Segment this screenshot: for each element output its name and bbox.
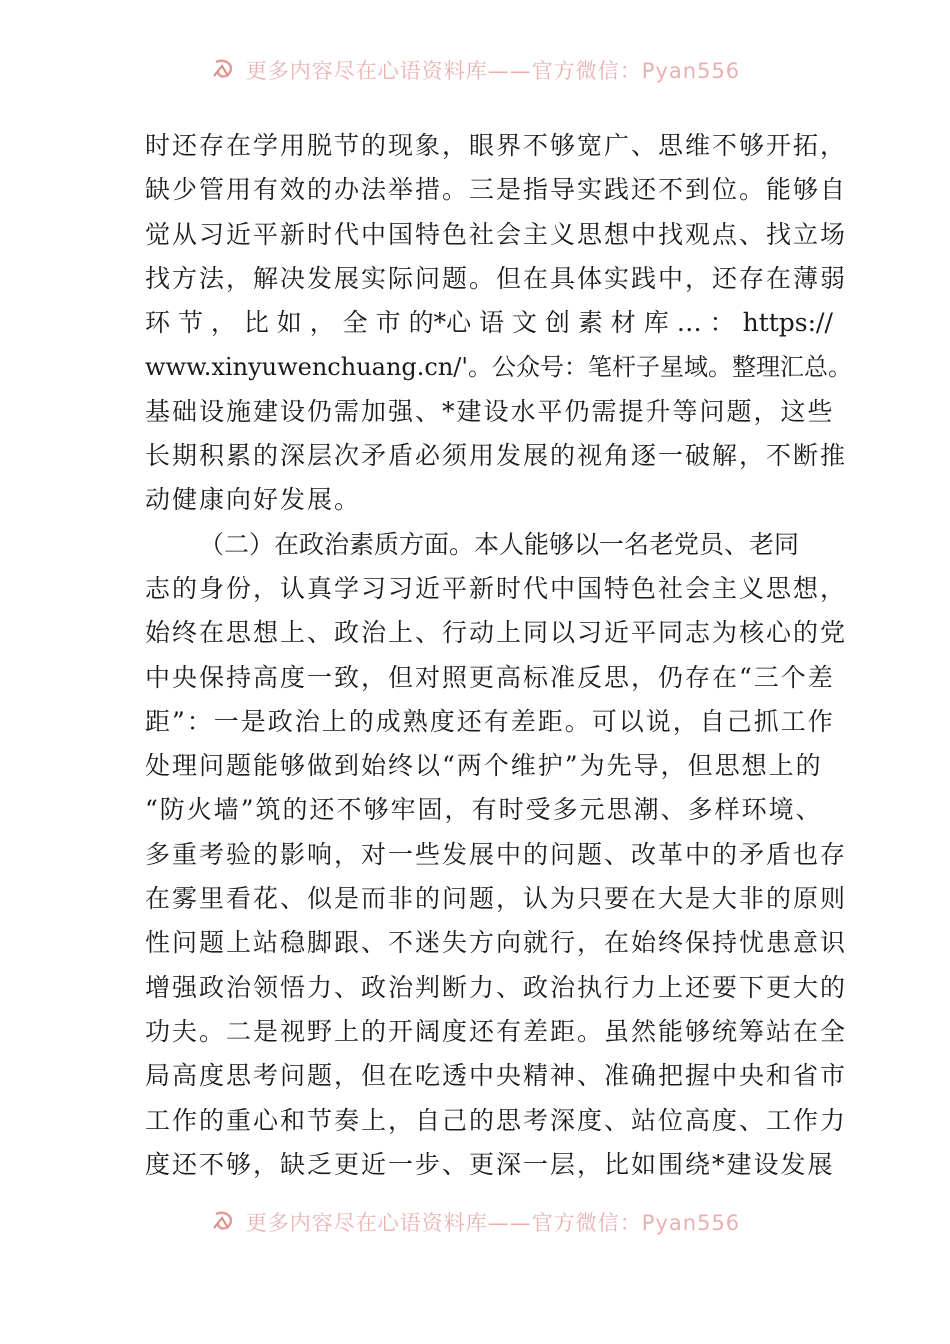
text-line: 工作的重心和节奏上，自己的思考深度、站位高度、工作力 (145, 1105, 848, 1135)
text-line: 志的身份，认真学习习近平新时代中国特色社会主义思想， (145, 573, 848, 603)
text-line-with-link: 环 节 ， 比 如 ， 全 市 的*心 语 文 创 素 材 库 … ： https:// (145, 308, 833, 338)
header-watermark-text: 更多内容尽在心语资料库——官方微信：Pyan556 (245, 59, 741, 83)
text-line: 局高度思考问题，但在吃透中央精神、准确把握中央和省市 (145, 1061, 848, 1091)
text-line: 距”：一是政治上的成熟度还有差距。可以说，自己抓工作 (145, 706, 835, 736)
text-line: “防火墙”筑的还不够牢固，有时受多元思潮、多样环境、 (145, 795, 823, 825)
footer-watermark-text: 更多内容尽在心语资料库——官方微信：Pyan556 (245, 1211, 741, 1235)
document-body (145, 124, 852, 1187)
text-line: 长期积累的深层次矛盾必须用发展的视角逐一破解，不断推 (145, 441, 848, 471)
text-line: 增强政治领悟力、政治判断力、政治执行力上还要下更大的 (145, 972, 848, 1002)
text-line: 处理问题能够做到始终以“两个维护”为先导，但思想上的 (145, 751, 823, 781)
logo-icon (210, 1208, 238, 1236)
text-line: 时还存在学用脱节的现象，眼界不够宽广、思维不够开拓， (145, 131, 848, 160)
text-line: 动健康向好发展。 (145, 485, 362, 515)
text-line: 找方法，解决发展实际问题。但在具体实践中，还存在薄弱 (145, 263, 848, 293)
text-line: 基础设施建设仍需加强、*建设水平仍需提升等问题，这些 (145, 396, 835, 426)
text-line: 性问题上站稳脚跟、不迷失方向就行，在始终保持忧患意识 (145, 928, 848, 958)
header-watermark-banner (0, 50, 950, 90)
text-line-with-url: www.xinyuwenchuang.cn/'。公众号：笔杆子星域。整理汇总。 (145, 353, 852, 382)
text-line: 功夫。二是视野上的开阔度还有差距。虽然能够统筹站在全 (145, 1016, 848, 1046)
text-line: 缺少管用有效的办法举措。三是指导实践还不到位。能够自 (145, 175, 848, 205)
text-line: 觉从习近平新时代中国特色社会主义思想中找观点、找立场 (145, 219, 848, 249)
paragraph-start-line: （二）在政治素质方面。本人能够以一名老党员、老同 (199, 529, 800, 559)
text-line: 中央保持高度一致，但对照更高标准反思，仍存在“三个差 (145, 662, 835, 692)
text-line: 多重考验的影响，对一些发展中的问题、改革中的矛盾也存 (145, 839, 848, 869)
footer-watermark-banner (0, 1202, 950, 1242)
text-line: 度还不够，缺乏更近一步、更深一层，比如围绕*建设发展 (145, 1149, 835, 1179)
text-line: 始终在思想上、政治上、行动上同以习近平同志为核心的党 (145, 618, 848, 648)
logo-icon (210, 56, 238, 84)
text-line: 在雾里看花、似是而非的问题，认为只要在大是大非的原则 (145, 884, 848, 914)
